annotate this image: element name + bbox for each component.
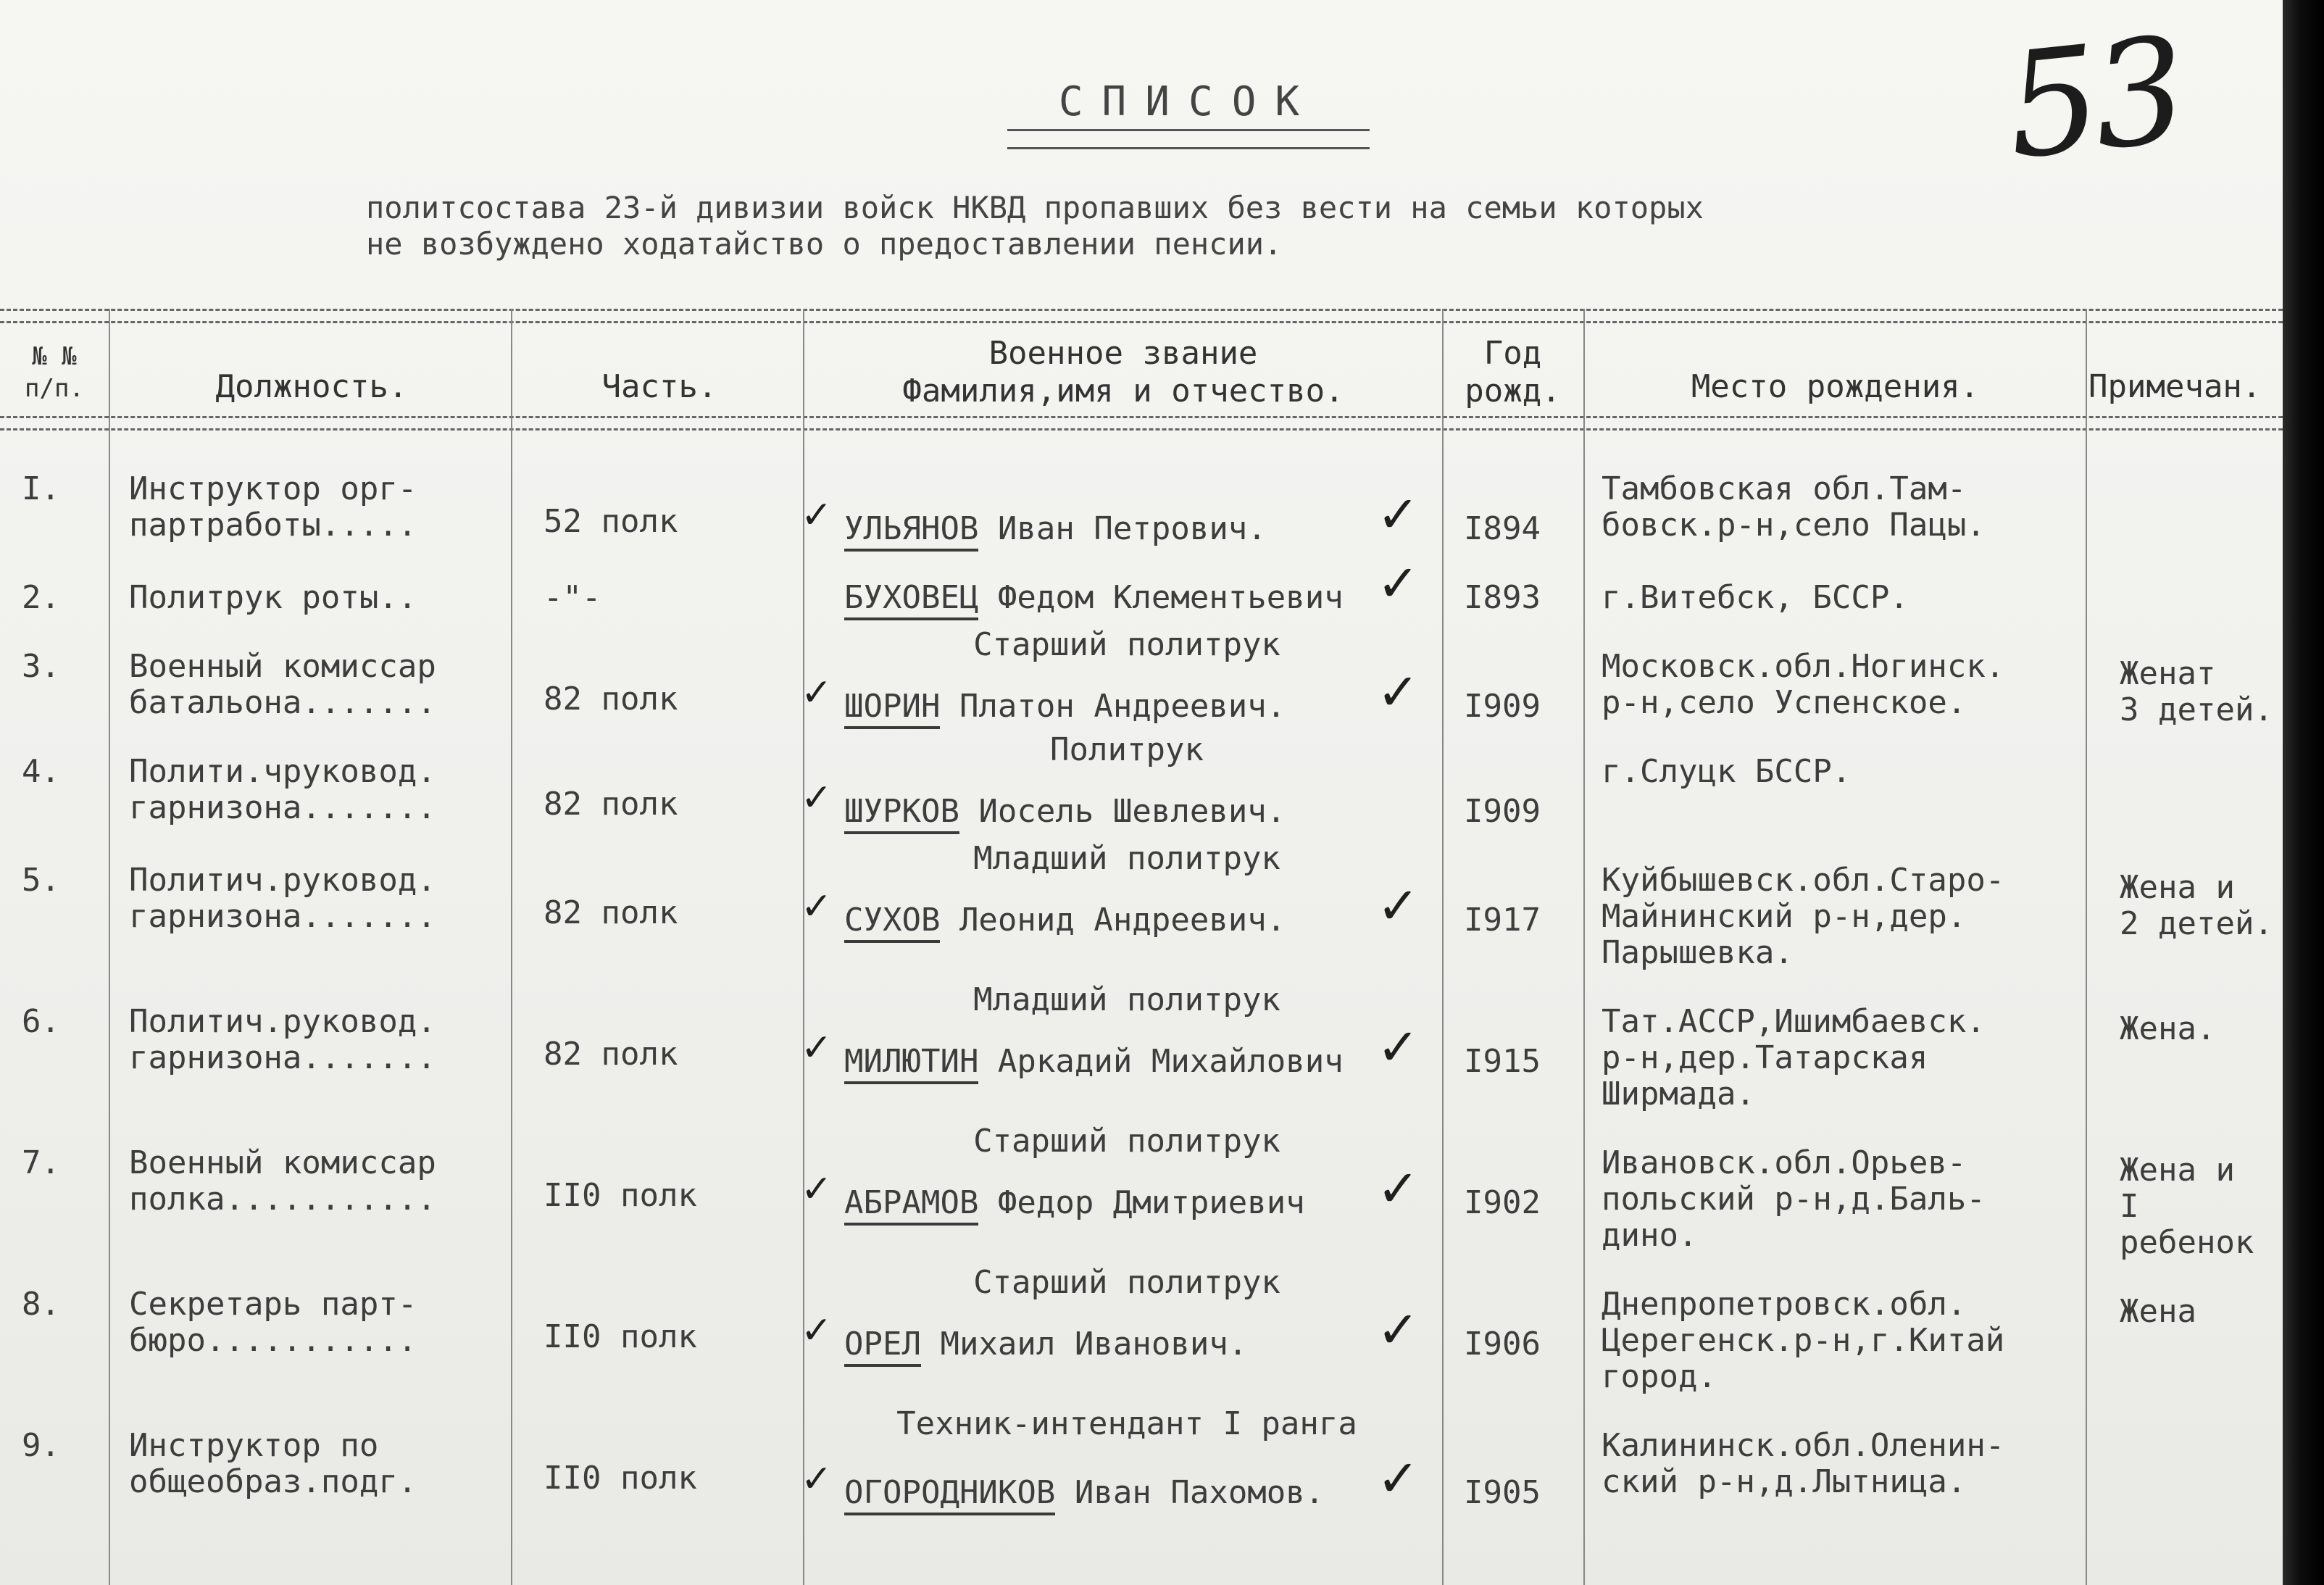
row-birth-year: I909 — [1464, 793, 1541, 830]
row-number: 9. — [22, 1427, 60, 1464]
row-given-names: Аркадий Михайлович — [978, 1043, 1344, 1080]
row-birth-year: I915 — [1464, 1043, 1541, 1080]
row-birth-year: I894 — [1464, 510, 1541, 547]
row-position: Секретарь парт- бюро........... — [129, 1286, 417, 1359]
document-subtitle — [366, 190, 2033, 262]
row-surname: ШУРКОВ — [844, 793, 959, 834]
check-mark-icon: ✓ — [1377, 1018, 1420, 1077]
subtitle-line-1: политсостава 23-й дивизии войск НКВД пропавших без вести на семьи которых — [366, 190, 1704, 225]
row-rank: Младший политрук — [973, 840, 1280, 877]
row-full-name — [844, 1326, 1446, 1363]
row-birth-year: I917 — [1464, 902, 1541, 939]
row-rank: Младший политрук — [973, 981, 1280, 1018]
header-unit: Часть. — [601, 368, 717, 405]
header-position: Должность. — [215, 368, 408, 405]
check-mark-icon: ✓ — [801, 671, 833, 715]
row-birth-year: I893 — [1464, 579, 1541, 616]
row-notes: Женат 3 детей. — [2120, 656, 2273, 728]
row-notes: Жена — [2120, 1294, 2196, 1330]
check-mark-icon: ✓ — [1377, 662, 1420, 722]
row-rank: Техник-интендант I ранга — [896, 1405, 1357, 1442]
row-full-name — [844, 1475, 1446, 1511]
row-birthplace: Тамбовская обл.Там- бовск.р-н,село Пацы. — [1602, 470, 1986, 544]
row-notes: Жена и I ребенок — [2120, 1152, 2254, 1261]
check-mark-icon: ✓ — [801, 1457, 833, 1501]
row-given-names: Платон Андреевич. — [940, 688, 1286, 725]
row-surname: ОРЕЛ — [844, 1326, 921, 1367]
header-number: № № п/п. — [25, 342, 84, 403]
row-birthplace: Калининск.обл.Оленин- ский р-н,д.Лытница. — [1602, 1427, 2005, 1500]
row-birthplace: Московск.обл.Ногинск. р-н,село Успенское. — [1602, 648, 2005, 721]
row-position: Полити.чруковод. гарнизона....... — [129, 753, 436, 826]
row-number: I. — [22, 470, 60, 507]
row-given-names: Иван Петрович. — [978, 510, 1267, 547]
row-birth-year: I902 — [1464, 1184, 1541, 1221]
scan-edge — [2283, 0, 2324, 1585]
row-given-names: Иосель Шевлевич. — [959, 793, 1286, 830]
row-rank: Старший политрук — [973, 626, 1280, 663]
row-given-names: Леонид Андреевич. — [940, 902, 1286, 939]
row-position: Инструктор по общеобраз.подг. — [129, 1427, 417, 1500]
row-number: 6. — [22, 1003, 60, 1040]
row-birthplace: г.Витебск, БССР. — [1602, 579, 1909, 616]
row-number: 7. — [22, 1144, 60, 1181]
row-number: 8. — [22, 1286, 60, 1323]
page-number: 53 — [1999, 6, 2189, 192]
row-position: Политич.руковод. гарнизона....... — [129, 1003, 436, 1076]
row-unit: II0 полк — [543, 1318, 697, 1355]
row-notes: Жена и 2 детей. — [2120, 870, 2273, 942]
row-unit: -"- — [543, 579, 601, 616]
row-given-names: Федор Дмитриевич — [978, 1184, 1305, 1221]
check-mark-icon: ✓ — [1377, 876, 1420, 936]
row-position: Инструктор орг- партработы..... — [129, 470, 417, 544]
check-mark-icon: ✓ — [1377, 1449, 1420, 1508]
row-birthplace: Днепропетровск.обл. Церегенск.р-н,г.Китай город. — [1602, 1286, 2005, 1395]
document-title: СПИСОК — [1058, 78, 1319, 125]
row-unit: 52 полк — [543, 503, 678, 540]
row-surname: ОГОРОДНИКОВ — [844, 1474, 1055, 1515]
row-full-name — [844, 511, 1446, 547]
check-mark-icon: ✓ — [1377, 554, 1420, 613]
row-position: Военный комиссар батальона....... — [129, 648, 436, 721]
check-mark-icon: ✓ — [1377, 1300, 1420, 1360]
row-full-name — [844, 1044, 1446, 1080]
row-surname: УЛЬЯНОВ — [844, 510, 978, 552]
row-rank: Политрук — [1050, 731, 1204, 768]
check-mark-icon: ✓ — [801, 1026, 833, 1070]
check-mark-icon: ✓ — [1377, 485, 1420, 544]
row-notes: Жена. — [2120, 1011, 2216, 1047]
subtitle-line-2: не возбуждено ходатайство о предоставлении пенсии. — [366, 226, 1283, 262]
row-full-name — [844, 689, 1446, 725]
row-number: 2. — [22, 579, 60, 616]
check-mark-icon: ✓ — [801, 776, 833, 820]
row-unit: 82 полк — [543, 894, 678, 931]
row-surname: СУХОВ — [844, 902, 940, 943]
row-given-names: Иван Пахомов. — [1055, 1474, 1325, 1511]
row-full-name — [844, 794, 1446, 830]
row-birth-year: I909 — [1464, 688, 1541, 725]
row-surname: АБРАМОВ — [844, 1184, 978, 1226]
row-birthplace: Куйбышевск.обл.Старо- Майнинский р-н,дер. Парышевка. — [1602, 862, 2005, 971]
row-birthplace: Ивановск.обл.Орьев- польский р-н,д.Баль- дино. — [1602, 1144, 1986, 1254]
header-notes: Примечан. — [2088, 368, 2262, 405]
column-divider — [511, 309, 512, 1585]
row-full-name — [844, 1185, 1446, 1221]
table-header-rule — [0, 416, 2283, 430]
header-rank-name: Военное звание Фамилия,имя и отчество. — [902, 335, 1344, 409]
row-unit: II0 полк — [543, 1177, 697, 1214]
row-rank: Старший политрук — [973, 1264, 1280, 1301]
row-full-name — [844, 902, 1446, 939]
row-rank: Старший политрук — [973, 1123, 1280, 1160]
row-number: 5. — [22, 862, 60, 899]
row-unit: 82 полк — [543, 681, 678, 717]
column-divider — [1583, 309, 1585, 1585]
row-given-names: Михаил Иванович. — [920, 1326, 1248, 1363]
row-given-names: Федом Клементьевич — [978, 579, 1344, 616]
row-birth-year: I905 — [1464, 1474, 1541, 1511]
header-birthplace: Место рождения. — [1691, 368, 1980, 405]
row-unit: 82 полк — [543, 786, 678, 823]
row-unit: II0 полк — [543, 1460, 697, 1497]
row-position: Политрук роты.. — [129, 579, 417, 616]
row-surname: БУХОВЕЦ — [844, 579, 978, 620]
row-surname: ШОРИН — [844, 688, 940, 729]
column-divider — [109, 309, 110, 1585]
row-number: 4. — [22, 753, 60, 790]
row-surname: МИЛЮТИН — [844, 1043, 978, 1084]
row-number: 3. — [22, 648, 60, 685]
check-mark-icon: ✓ — [801, 1309, 833, 1352]
check-mark-icon: ✓ — [801, 885, 833, 928]
column-divider — [1442, 309, 1444, 1585]
row-position: Политич.руковод. гарнизона....... — [129, 862, 436, 935]
row-position: Военный комиссар полка........... — [129, 1144, 436, 1218]
check-mark-icon: ✓ — [1377, 1159, 1420, 1218]
check-mark-icon: ✓ — [801, 494, 833, 537]
header-year: Год рожд. — [1465, 335, 1561, 409]
row-birthplace: Тат.АССР,Ишимбаевск. р-н,дер.Татарская Ширмада. — [1602, 1003, 1986, 1112]
table-top-rule — [0, 309, 2283, 323]
row-unit: 82 полк — [543, 1036, 678, 1073]
title-underline — [1007, 129, 1370, 149]
check-mark-icon: ✓ — [801, 1168, 833, 1211]
row-full-name — [844, 580, 1446, 616]
row-birthplace: г.Слуцк БССР. — [1602, 753, 1852, 790]
row-birth-year: I906 — [1464, 1326, 1541, 1363]
